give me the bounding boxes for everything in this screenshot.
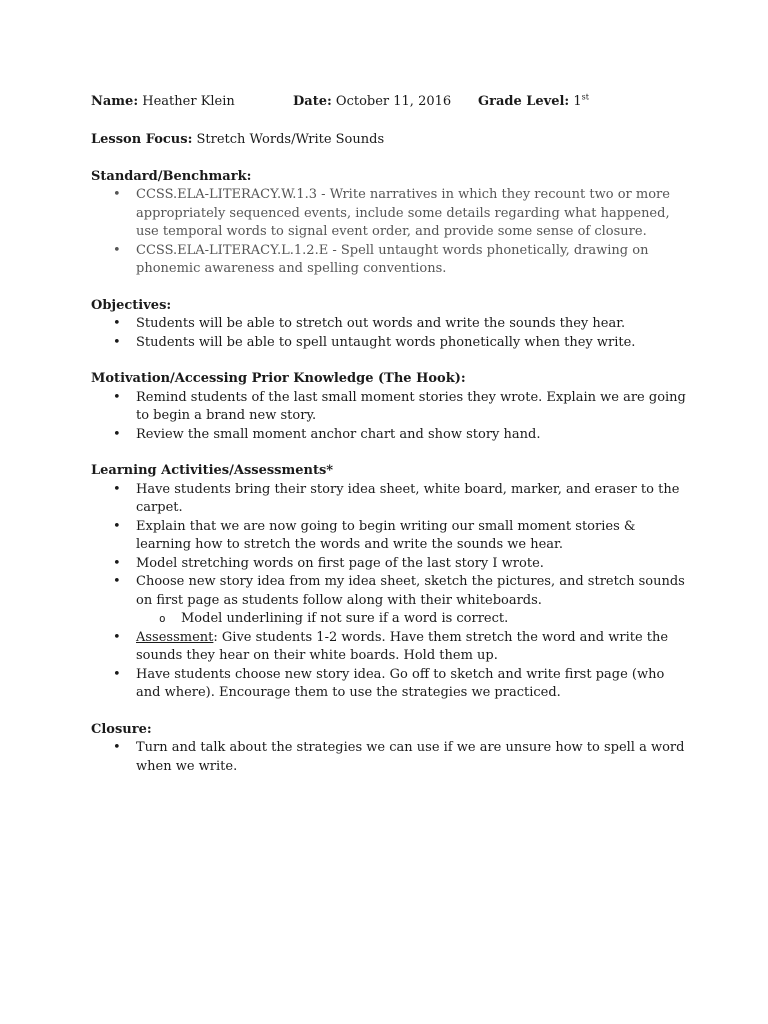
- closure-list: [91, 739, 691, 776]
- objectives-section: [91, 297, 691, 353]
- list-item: • Model stretching words on first page of the last story I wrote.: [91, 555, 691, 574]
- activities-section: [91, 462, 691, 703]
- sub-list: [136, 610, 691, 629]
- name-value: Heather Klein: [138, 94, 235, 109]
- activities-title: Learning Activities/Assessments*: [91, 463, 334, 478]
- motivation-section: [91, 370, 691, 444]
- motivation-list: [91, 389, 691, 445]
- standard-title: Standard/Benchmark:: [91, 168, 252, 184]
- grade-superscript: st: [581, 92, 589, 102]
- date-label: Date:: [293, 94, 332, 109]
- list-item: • CCSS.ELA-LITERACY.W.1.3 - Write narratives in which they recount two or more appropriately sequenced events, include some details regarding what happened, use temporal words to signal event order, and provide some sense of closure.: [91, 186, 691, 242]
- grade-value: 1: [569, 94, 582, 109]
- list-item: • CCSS.ELA-LITERACY.L.1.2.E - Spell untaught words phonetically, drawing on phonemic awareness and spelling conventions.: [91, 242, 691, 279]
- closure-section: [91, 721, 691, 777]
- list-item: • Have students bring their story idea sheet, white board, marker, and eraser to the carpet.: [91, 481, 691, 518]
- standard-section: [91, 168, 691, 279]
- activities-list: [91, 481, 691, 703]
- assessment-label: Assessment: [136, 629, 214, 645]
- date-value: October 11, 2016: [331, 94, 452, 109]
- lesson-focus: [91, 131, 691, 150]
- motivation-title: Motivation/Accessing Prior Knowledge (The Hook):: [91, 371, 466, 386]
- objectives-list: [91, 315, 691, 352]
- grade-field: [478, 93, 589, 112]
- header-line: [91, 93, 691, 113]
- objectives-title: Objectives:: [91, 297, 172, 313]
- list-item-text: Choose new story idea from my idea sheet, sketch the pictures, and stretch sounds on first page as students follow along with their whiteboards.: [136, 574, 685, 608]
- list-item: • Students will be able to spell untaught words phonetically when they write.: [91, 334, 691, 353]
- focus-label: Lesson Focus:: [91, 132, 193, 147]
- lesson-plan: [91, 93, 691, 776]
- list-item: • Have students choose new story idea. Go off to sketch and write first page (who and where). Encourage them to use the strategies we practiced.: [91, 666, 691, 703]
- assessment-text: : Give students 1-2 words. Have them stretch the word and write the sounds they hear on their white boards. Hold them up.: [136, 629, 669, 663]
- list-item: [91, 629, 691, 666]
- list-item: • Turn and talk about the strategies we can use if we are unsure how to spell a word when we write.: [91, 739, 691, 776]
- list-item: [91, 573, 691, 629]
- list-item: • Students will be able to stretch out words and write the sounds they hear.: [91, 315, 691, 334]
- date-field: [293, 93, 451, 112]
- name-field: [91, 93, 235, 112]
- list-item: • Review the small moment anchor chart and show story hand.: [91, 426, 691, 445]
- list-item: • Explain that we are now going to begin writing our small moment stories & learning how to stretch the words and write the sounds we hear.: [91, 518, 691, 555]
- name-label: Name:: [91, 94, 139, 109]
- sub-list-item: o Model underlining if not sure if a word is correct.: [91, 610, 691, 629]
- list-item: • Remind students of the last small moment stories they wrote. Explain we are going to begin a brand new story.: [91, 389, 691, 426]
- closure-title: Closure:: [91, 721, 152, 737]
- focus-value: Stretch Words/Write Sounds: [192, 132, 385, 147]
- standard-list: [91, 186, 691, 279]
- grade-label: Grade Level:: [478, 94, 570, 109]
